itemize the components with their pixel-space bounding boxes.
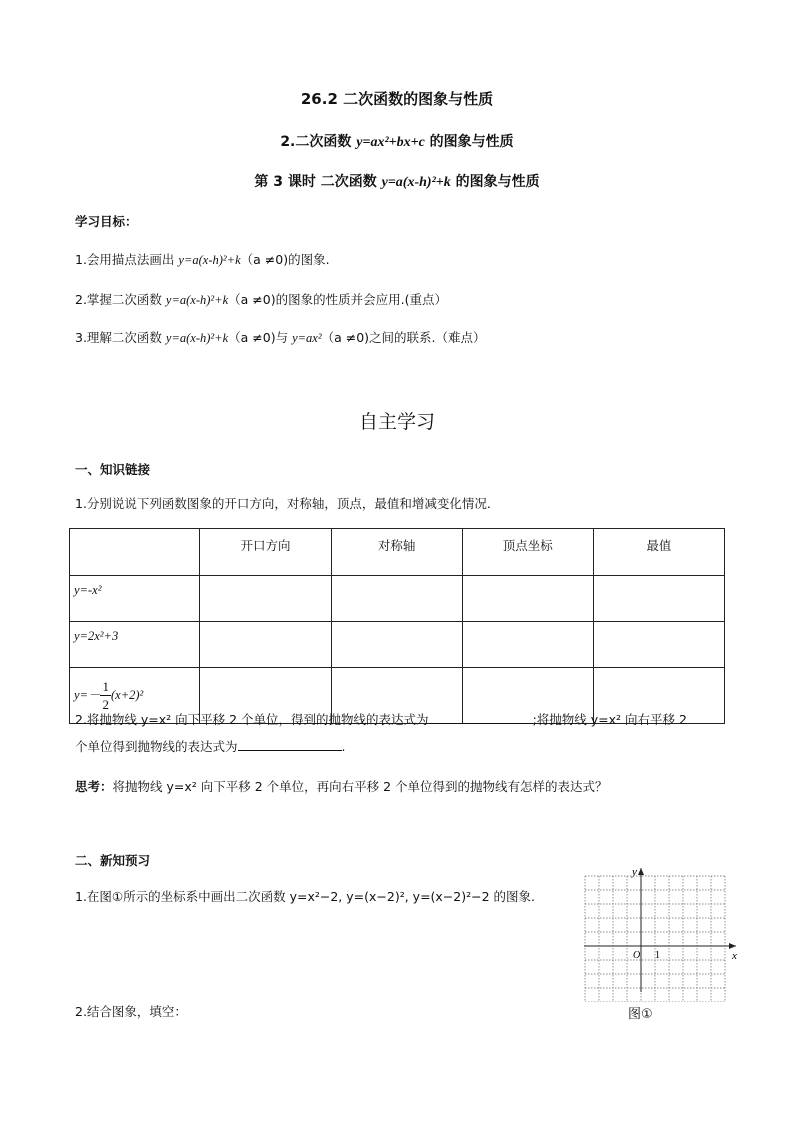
properties-table xyxy=(69,528,725,724)
answer-cell[interactable] xyxy=(200,622,331,668)
lesson-suffix: 的图象与性质 xyxy=(450,174,540,190)
subtitle-formula: y=ax²+bx+c xyxy=(356,135,425,150)
part1-question-1: 1.分别说说下列函数图象的开口方向，对称轴，顶点，最值和增减变化情况. xyxy=(75,496,491,511)
goal-item-1 xyxy=(75,250,330,268)
part2-question-1: 1.在图①所示的坐标系中画出二次函数 y=x²−2, y=(x−2)², y=(x−2)²−2 的图象. xyxy=(75,889,535,904)
table-header-row xyxy=(70,529,725,576)
answer-blank[interactable] xyxy=(429,711,533,724)
goal-3-formula: y=a(x-h)²+k xyxy=(165,331,229,345)
answer-cell[interactable] xyxy=(462,622,593,668)
subtitle-section xyxy=(0,131,794,151)
answer-cell[interactable] xyxy=(331,576,462,622)
part2-question-2: 2.结合图象，填空： xyxy=(75,1004,187,1019)
answer-cell[interactable] xyxy=(593,622,724,668)
think-text: 将抛物线 y=x² 向下平移 2 个单位，再向右平移 2 个单位得到的抛物线有怎样的表达式？ xyxy=(112,779,608,794)
row-label: y=-x² xyxy=(70,576,200,622)
goal-3-prefix: 3.理解二次函数 xyxy=(75,330,166,345)
y-axis-label: y xyxy=(632,866,637,878)
figure-caption: 图① xyxy=(628,1007,653,1022)
table-header-cell: 开口方向 xyxy=(200,529,331,576)
coordinate-grid-figure xyxy=(578,862,743,1002)
table-row xyxy=(70,622,725,668)
table-header-cell: 对称轴 xyxy=(331,529,462,576)
answer-cell[interactable] xyxy=(462,576,593,622)
goal-3-formula2: y=ax² xyxy=(292,331,322,345)
goal-3-suffix2: （a ≠0)之间的联系.（难点） xyxy=(321,330,486,345)
table-header-cell: 最值 xyxy=(593,529,724,576)
goal-2-formula: y=a(x-h)²+k xyxy=(165,293,229,307)
answer-cell[interactable] xyxy=(200,576,331,622)
y-axis-arrow-icon xyxy=(638,868,644,875)
section-heading: 自主学习 xyxy=(358,411,435,433)
subtitle-lesson xyxy=(0,171,794,191)
part1-question-2-cont: 个单位得到抛物线的表达式为 . xyxy=(75,739,346,754)
x-axis-label: x xyxy=(732,950,737,962)
goal-2-prefix: 2.掌握二次函数 xyxy=(75,292,166,307)
fraction: $\frac{1}{2}$ xyxy=(102,679,109,712)
part1-heading: 一、知识链接 xyxy=(75,462,151,477)
goal-1-prefix: 1.会用描点法画出 xyxy=(75,252,179,267)
x-axis-arrow-icon xyxy=(729,943,736,949)
goal-1-formula: y=a(x-h)²+k xyxy=(178,253,241,267)
goal-1-suffix: （a ≠0)的图象. xyxy=(240,252,330,267)
think-label: 思考： xyxy=(75,779,113,794)
goal-item-2 xyxy=(75,290,447,308)
think-question xyxy=(75,777,608,795)
table-row xyxy=(70,576,725,622)
row-label: y=－ $\frac{1}{2}$ (x+2)² xyxy=(70,668,200,724)
origin-label: O xyxy=(633,950,641,961)
lesson-prefix: 第 3 课时 二次函数 xyxy=(254,174,382,190)
subtitle-suffix: 的图象与性质 xyxy=(424,134,514,150)
answer-cell[interactable] xyxy=(593,576,724,622)
goal-item-3 xyxy=(75,328,486,346)
tick-label: 1 xyxy=(655,950,660,961)
lesson-formula: y=a(x-h)²+k xyxy=(381,175,451,190)
part2-heading: 二、新知预习 xyxy=(75,853,151,868)
table-header-cell xyxy=(70,529,200,576)
document-title: 26.2 二次函数的图象与性质 xyxy=(300,90,494,108)
part1-question-2: 2.将抛物线 y=x² 向下平移 2 个单位，得到的抛物线的表达式为 ;将抛物线 y=x² 向右平移 2 xyxy=(75,712,687,727)
goals-heading: 学习目标： xyxy=(75,214,138,229)
row-label: y=2x²+3 xyxy=(70,622,200,668)
grid-lines xyxy=(585,876,725,1002)
goal-3-suffix: （a ≠0)与 xyxy=(228,330,293,345)
answer-cell[interactable] xyxy=(331,622,462,668)
answer-blank[interactable] xyxy=(238,738,342,751)
table-header-cell: 顶点坐标 xyxy=(462,529,593,576)
goal-2-suffix: （a ≠0)的图象的性质并会应用.(重点） xyxy=(228,292,447,307)
subtitle-prefix: 2.二次函数 xyxy=(280,134,357,150)
